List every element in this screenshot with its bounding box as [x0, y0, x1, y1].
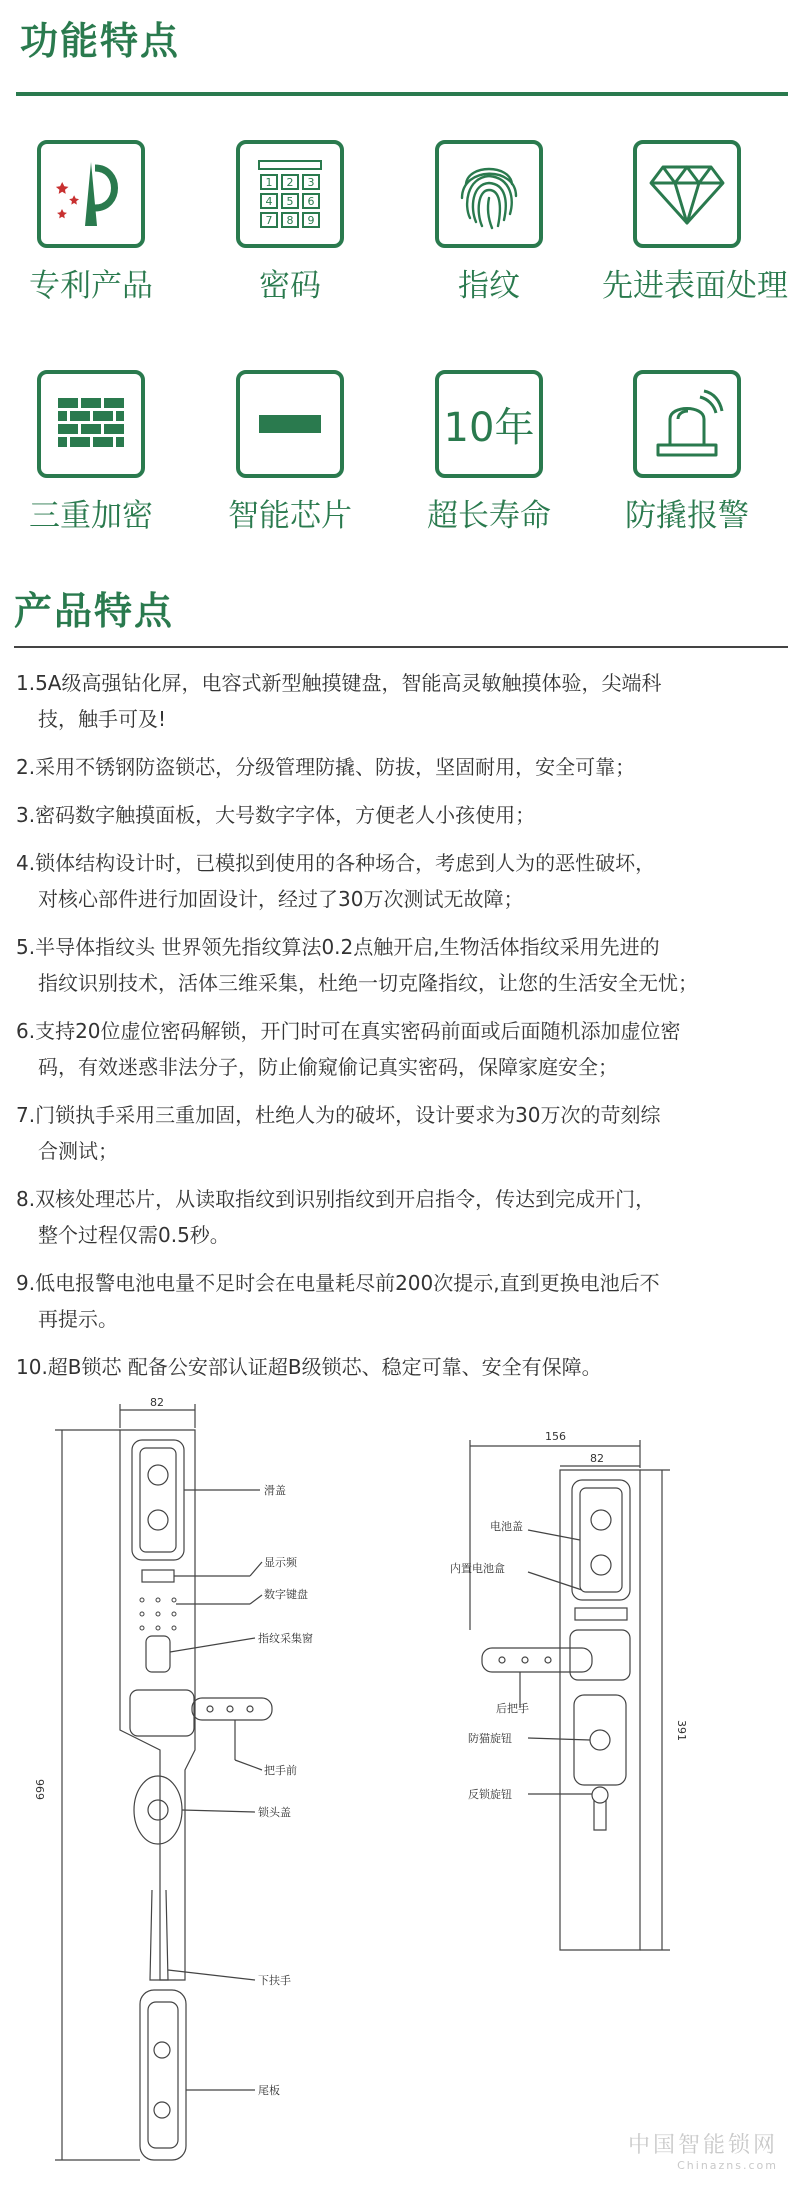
keypad-key: 4 [265, 195, 273, 208]
lock-technical-drawing [0, 1390, 800, 2202]
list-item: 7.门锁执手采用三重加固，杜绝人为的破坏，设计要求为30万次的苛刻综 合测试； [16, 1103, 661, 1163]
feature-label: 三重加密 [29, 498, 153, 534]
section-divider [14, 646, 788, 648]
feature-label: 先进表面处理 [602, 268, 788, 304]
dim-front-height: 696 [34, 1779, 47, 1800]
list-item: 6.支持20位虚位密码解锁，开门时可在真实密码前面或后面随机添加虚位密 码，有效迷惑非法分子，防止偷窥偷记真实密码，保障家庭安全； [16, 1019, 681, 1079]
label-lower-handle: 下扶手 [258, 1974, 291, 1987]
list-item: 1.5A级高强钻化屏，电容式新型触摸键盘，智能高灵敏触摸体验，尖端科 技，触手可及! [16, 671, 662, 731]
label-battery-box: 内置电池盒 [450, 1562, 505, 1575]
keypad-key: 6 [307, 195, 315, 208]
product-points-list [16, 665, 791, 1397]
label-keypad: 数字键盘 [264, 1588, 308, 1601]
feature-long-life [404, 370, 574, 535]
feature-smart-chip [205, 370, 375, 535]
feature-surface [602, 140, 788, 305]
dim-back-width-total: 156 [545, 1430, 566, 1443]
feature-patent [6, 140, 176, 305]
dim-back-width: 82 [590, 1452, 604, 1465]
label-lock-cover: 锁头盖 [258, 1806, 291, 1819]
keypad-key: 2 [286, 176, 294, 189]
label-display: 显示频 [264, 1556, 297, 1569]
keypad-key: 7 [265, 214, 273, 227]
chip-bar-icon [236, 370, 344, 478]
diamond-icon [633, 140, 741, 248]
feature-password [205, 140, 375, 305]
list-item: 4.锁体结构设计时，已模拟到使用的各种场合，考虑到人为的恶性破坏， 对核心部件进行加固设计，经过了30万次测试无故障； [16, 851, 656, 911]
patent-icon [37, 140, 145, 248]
list-item: 9.低电报警电池电量不足时会在电量耗尽前200次提示,直到更换电池后不 再提示。 [16, 1271, 660, 1331]
list-item: 2.采用不锈钢防盗锁芯，分级管理防撬、防拔，坚固耐用，安全可靠； [16, 755, 636, 779]
keypad-key: 8 [286, 214, 294, 227]
brick-wall-icon [37, 370, 145, 478]
feature-label: 专利产品 [29, 268, 153, 304]
list-item: 5.半导体指纹头 世界领先指纹算法0.2点触开启,生物活体指纹采用先进的 指纹识别技术，活体三维采集，杜绝一切克隆指纹，让您的生活安全无忧； [16, 935, 698, 995]
watermark: 中国智能锁网 Chinazns.com [627, 2133, 778, 2172]
feature-label: 密码 [259, 268, 321, 304]
section-title-features: 功能特点 [20, 19, 181, 63]
section-divider [16, 92, 788, 96]
feature-label: 超长寿命 [427, 498, 551, 534]
feature-triple-encryption [6, 370, 176, 535]
label-front-handle: 把手前 [264, 1764, 297, 1777]
label-slide-cover: 滑盖 [264, 1484, 286, 1497]
label-tail-plate: 尾板 [258, 2084, 280, 2097]
dim-back-height: 391 [675, 1720, 688, 1741]
alarm-light-icon [633, 370, 741, 478]
label-rear-handle: 后把手 [496, 1702, 529, 1715]
keypad-key: 5 [286, 195, 294, 208]
section-title-product: 产品特点 [14, 589, 175, 633]
list-item: 10.超B锁芯 配备公安部认证超B级锁芯、稳定可靠、安全有保障。 [16, 1355, 602, 1379]
label-fingerprint-window: 指纹采集窗 [258, 1632, 313, 1645]
keypad-key: 9 [307, 214, 315, 227]
ten-year-icon: 10年 [435, 370, 543, 478]
label-anti-cat-knob: 防猫旋钮 [468, 1732, 512, 1745]
feature-label: 智能芯片 [228, 498, 352, 534]
feature-label: 防撬报警 [625, 498, 749, 534]
feature-label: 指纹 [458, 268, 520, 304]
keypad-key: 3 [307, 176, 315, 189]
label-deadlock-knob: 反锁旋钮 [468, 1788, 512, 1801]
keypad-key: 1 [265, 176, 273, 189]
feature-fingerprint [404, 140, 574, 305]
dim-front-width: 82 [150, 1396, 164, 1409]
list-item: 8.双核处理芯片，从读取指纹到识别指纹到开启指令，传达到完成开门， 整个过程仅需0.5秒。 [16, 1187, 656, 1247]
keypad-icon [236, 140, 344, 248]
feature-anti-pry-alarm [602, 370, 772, 535]
fingerprint-icon [435, 140, 543, 248]
label-battery-cover: 电池盖 [490, 1520, 523, 1533]
list-item: 3.密码数字触摸面板，大号数字字体，方便老人小孩使用； [16, 803, 536, 827]
